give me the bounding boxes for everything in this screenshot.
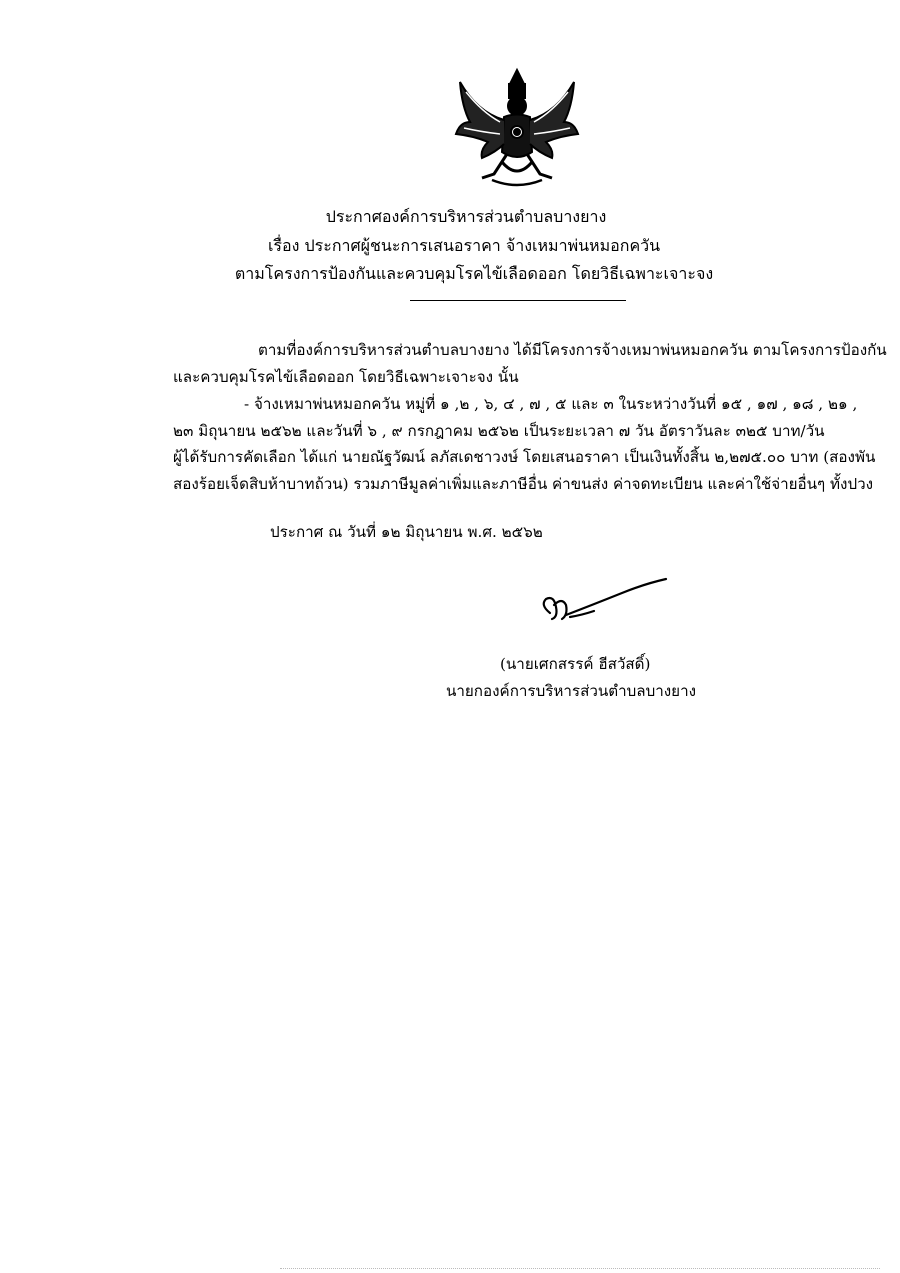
signatory-title: นายกองค์การบริหารส่วนตำบลบางยาง [446, 682, 697, 700]
body-line: สองร้อยเจ็ดสิบห้าบาทถ้วน) รวมภาษีมูลค่าเพิ่มและภาษีอื่น ค่าขนส่ง ค่าจดทะเบียน และค่าใช้จ่ายอื่นๆ ทั้งปวง [173, 475, 874, 493]
body-line: ผู้ได้รับการคัดเลือก ได้แก่ นายณัฐวัฒน์ ลภัสเดชาวงษ์ โดยเสนอราคา เป็นเงินทั้งสิ้น ๒,๒๗๕.๐๐ บาท (สองพัน [173, 448, 876, 466]
signatory-name: (นายเศกสรรค์ ฮีสวัสดิ์) [500, 655, 651, 673]
page-edge-artifact [280, 1268, 880, 1269]
handwritten-signature [532, 575, 672, 625]
announcement-date: ประกาศ ณ วันที่ ๑๒ มิถุนายน พ.ศ. ๒๕๖๒ [270, 523, 543, 541]
announcement-heading: ประกาศองค์การบริหารส่วนตำบลบางยาง [325, 207, 607, 226]
header-divider [410, 300, 626, 301]
body-line: และควบคุมโรคไข้เลือดออก โดยวิธีเฉพาะเจาะจง นั้น [173, 368, 519, 386]
announcement-subject-continued: ตามโครงการป้องกันและควบคุมโรคไข้เลือดออก โดยวิธีเฉพาะเจาะจง [234, 264, 714, 283]
body-line: ตามที่องค์การบริหารส่วนตำบลบางยาง ได้มีโครงการจ้างเหมาพ่นหมอกควัน ตามโครงการป้องกัน [258, 341, 887, 359]
body-line: ๒๓ มิถุนายน ๒๕๖๒ และวันที่ ๖ , ๙ กรกฎาคม ๒๕๖๒ เป็นระยะเวลา ๗ วัน อัตราวันละ ๓๒๕ บาท/วัน [173, 422, 825, 440]
body-line: - จ้างเหมาพ่นหมอกควัน หมู่ที่ ๑ ,๒ , ๖, ๔ , ๗ , ๕ และ ๓ ในระหว่างวันที่ ๑๕ , ๑๗ , ๑๘ , ๒๑ , [244, 395, 858, 413]
announcement-subject: เรื่อง ประกาศผู้ชนะการเสนอราคา จ้างเหมาพ่นหมอกควัน [267, 236, 661, 255]
garuda-emblem-icon [452, 62, 582, 192]
